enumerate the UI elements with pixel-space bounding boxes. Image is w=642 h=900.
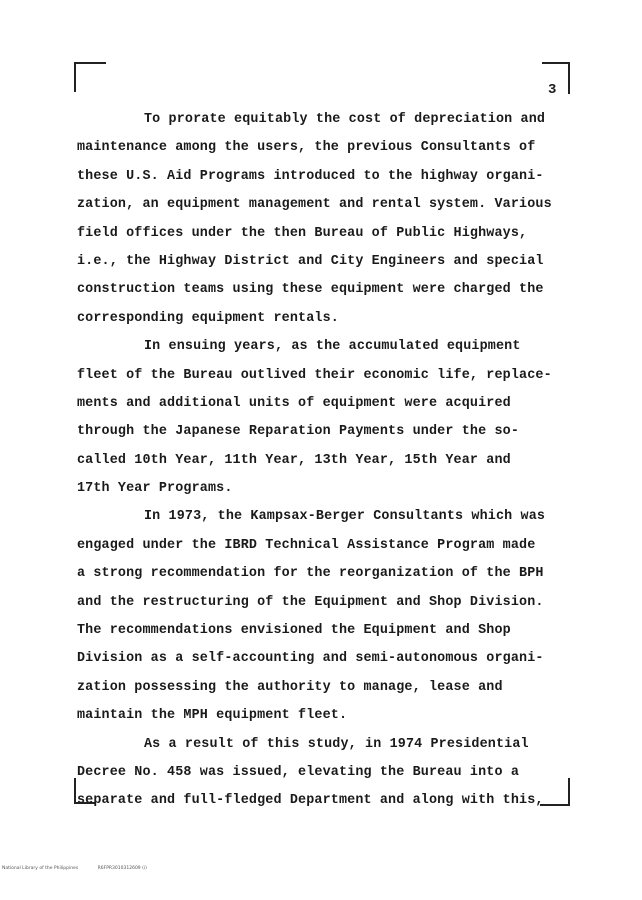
text-line: construction teams using these equipment were charged the bbox=[77, 282, 544, 298]
text-line: fleet of the Bureau outlived their economic life, replace- bbox=[77, 367, 552, 383]
text-line: called 10th Year, 11th Year, 13th Year, 15th Year and bbox=[77, 452, 511, 468]
footer-id: R6FPR3010312609 (i) bbox=[97, 866, 147, 871]
text-line: Division as a self-accounting and semi-autonomous organi- bbox=[77, 651, 544, 667]
text-line: maintenance among the users, the previous Consultants of bbox=[77, 140, 536, 156]
text-line: separate and full-fledged Department and along with this, bbox=[77, 793, 544, 809]
text-line: 17th Year Programs. bbox=[77, 481, 233, 497]
text-line: through the Japanese Reparation Payments under the so- bbox=[77, 424, 520, 440]
footer bbox=[2, 866, 165, 871]
text-line: i.e., the Highway District and City Engineers and special bbox=[77, 253, 544, 269]
text-line: ments and additional units of equipment were acquired bbox=[77, 395, 511, 411]
text-line: zation, an equipment management and rental system. Various bbox=[77, 197, 552, 213]
text-line: and the restructuring of the Equipment and Shop Division. bbox=[77, 594, 544, 610]
footer-source: National Library of the Philippines bbox=[2, 866, 79, 871]
page-number: 3 bbox=[548, 82, 557, 98]
text-line: In ensuing years, as the accumulated equipment bbox=[144, 339, 521, 355]
text-line: The recommendations envisioned the Equipment and Shop bbox=[77, 623, 511, 639]
text-line: To prorate equitably the cost of depreciation and bbox=[144, 112, 546, 127]
text-line: a strong recommendation for the reorganization of the BPH bbox=[77, 566, 544, 582]
text-line: maintain the MPH equipment fleet. bbox=[77, 708, 348, 724]
crop-mark-top-left bbox=[74, 62, 106, 92]
text-line: As a result of this study, in 1974 Presidential bbox=[144, 736, 529, 752]
text-line: corresponding equipment rentals. bbox=[77, 310, 339, 326]
text-line: In 1973, the Kampsax-Berger Consultants which was bbox=[144, 509, 546, 525]
text-line: Decree No. 458 was issued, elevating the Bureau into a bbox=[77, 764, 520, 780]
body-text bbox=[77, 106, 577, 816]
text-line: these U.S. Aid Programs introduced to the highway organi- bbox=[77, 168, 544, 184]
text-line: engaged under the IBRD Technical Assistance Program made bbox=[77, 537, 536, 553]
text-line: field offices under the then Bureau of Public Highways, bbox=[77, 225, 528, 241]
text-line: zation possessing the authority to manage, lease and bbox=[77, 679, 503, 695]
